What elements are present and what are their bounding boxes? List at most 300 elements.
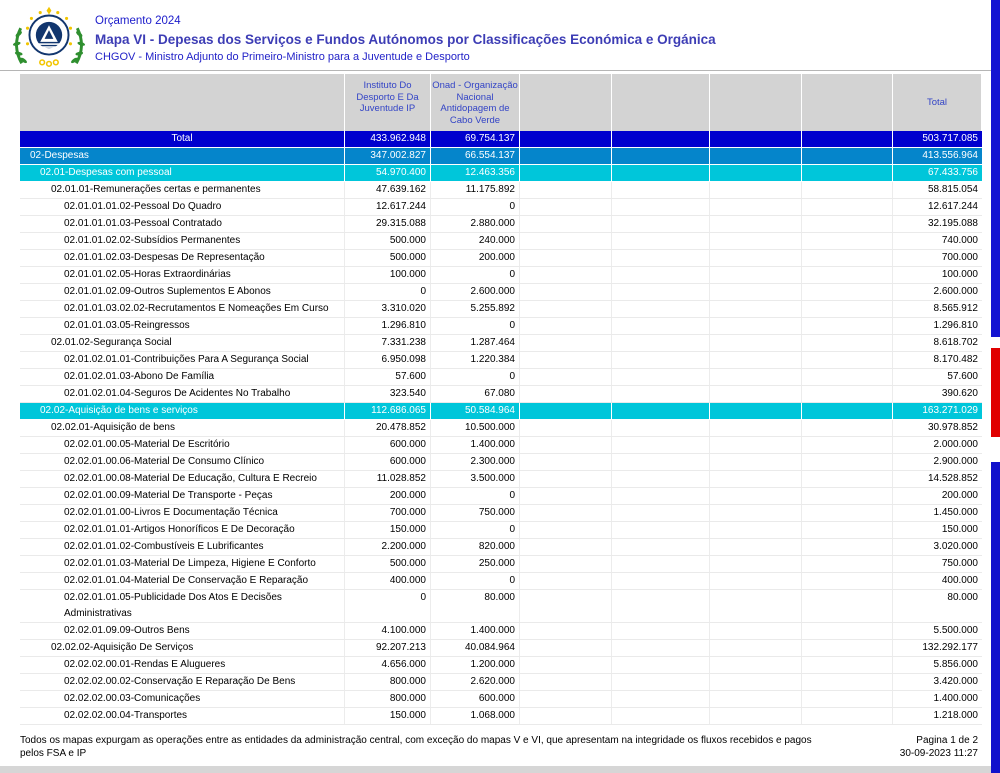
row-value: 1.220.384: [431, 352, 520, 368]
row-value: [802, 454, 893, 470]
row-value: [710, 199, 802, 215]
row-value: [520, 505, 612, 521]
row-value: [520, 691, 612, 707]
edge-bar-blue-bottom: [991, 462, 1000, 773]
table-row: [20, 420, 982, 437]
row-value: [520, 522, 612, 538]
table-row: [20, 556, 982, 573]
row-value: [802, 573, 893, 589]
row-value: [520, 165, 612, 181]
row-value: [802, 216, 893, 232]
row-value: 500.000: [345, 250, 431, 266]
row-value: 2.600.000: [431, 284, 520, 300]
row-value: [802, 505, 893, 521]
row-label: 02.02.02.00.01-Rendas E Alugueres: [20, 657, 345, 673]
row-value: 132.292.177: [922, 642, 978, 653]
row-value: [710, 708, 802, 724]
table-row: [20, 267, 982, 284]
row-value: [612, 590, 710, 622]
table-row: [20, 233, 982, 250]
footer-note: Todos os mapas expurgam as operações entre as entidades da administração central, com exceção do mapas V e VI, que apresentam na integridade os fluxos recebidos e pagos pelos FSA e IP: [20, 735, 812, 759]
row-label: 02.02.02.00.02-Conservação E Reparação De Bens: [20, 674, 345, 690]
table-row: [20, 590, 982, 623]
row-value: [520, 454, 612, 470]
row-value: 80.000: [947, 592, 978, 603]
footer-page-info: [900, 735, 978, 760]
table-row: [20, 165, 982, 182]
row-value: [802, 148, 893, 164]
row-value: [612, 657, 710, 673]
table-row: [20, 539, 982, 556]
row-value: [520, 488, 612, 504]
row-value: [802, 386, 893, 402]
row-value: [520, 199, 612, 215]
table-header-row: [20, 74, 982, 131]
edge-bar-red: [991, 348, 1000, 437]
row-value: 600.000: [431, 691, 520, 707]
row-value: 800.000: [345, 674, 431, 690]
row-value: [520, 573, 612, 589]
row-value: [710, 590, 802, 622]
row-value: [612, 454, 710, 470]
row-label: 02.01.02-Segurança Social: [20, 335, 345, 351]
row-value: [710, 623, 802, 639]
row-value: [520, 148, 612, 164]
row-label: 02.01.01.02.09-Outros Suplementos E Abonos: [20, 284, 345, 300]
row-value: [520, 284, 612, 300]
row-label: 02.01.01.01.02-Pessoal Do Quadro: [20, 199, 345, 215]
row-label: 02.02.01.01.01-Artigos Honoríficos E De Decoração: [20, 522, 345, 538]
row-value: [802, 708, 893, 724]
row-value: 2.600.000: [933, 286, 978, 297]
row-value: [612, 335, 710, 351]
row-value: [520, 216, 612, 232]
row-value: [612, 403, 710, 419]
table-row: [20, 318, 982, 335]
table-row: [20, 199, 982, 216]
row-value: [802, 165, 893, 181]
row-value: [612, 556, 710, 572]
row-value: [802, 182, 893, 198]
row-value: [710, 437, 802, 453]
row-value: 750.000: [431, 505, 520, 521]
row-value: [612, 386, 710, 402]
table-row: [20, 386, 982, 403]
table-row: [20, 284, 982, 301]
row-value: 0: [431, 369, 520, 385]
row-value: [802, 267, 893, 283]
row-value: 3.310.020: [345, 301, 431, 317]
row-label: 02.02.01.01.02-Combustíveis E Lubrificantes: [20, 539, 345, 555]
row-value: 12.463.356: [431, 165, 520, 181]
row-value: 413.556.964: [922, 150, 978, 161]
row-label: 02.01.01.01.03-Pessoal Contratado: [20, 216, 345, 232]
row-value: [802, 640, 893, 656]
row-label: 02.01.01.03.05-Reingressos: [20, 318, 345, 334]
row-label: 02.02.01.01.00-Livros E Documentação Técnica: [20, 505, 345, 521]
row-value: 2.300.000: [431, 454, 520, 470]
table-row: [20, 623, 982, 640]
row-value: [710, 556, 802, 572]
table-row: [20, 674, 982, 691]
row-label: Total: [20, 131, 345, 147]
row-value: 500.000: [345, 233, 431, 249]
row-value: [710, 267, 802, 283]
budget-table: [20, 74, 982, 725]
row-value: [520, 250, 612, 266]
row-label: 02.02.01-Aquisição de bens: [20, 420, 345, 436]
row-value: [710, 505, 802, 521]
row-value: [710, 335, 802, 351]
row-value: 1.400.000: [933, 693, 978, 704]
row-value: 11.028.852: [345, 471, 431, 487]
row-label: 02.02.02.00.04-Transportes: [20, 708, 345, 724]
row-value: [802, 674, 893, 690]
row-value: [802, 233, 893, 249]
row-value: [612, 505, 710, 521]
row-value: [802, 556, 893, 572]
row-value: [802, 199, 893, 215]
row-value: [802, 590, 893, 622]
row-value: 800.000: [345, 691, 431, 707]
row-value: 100.000: [345, 267, 431, 283]
row-value: 11.175.892: [431, 182, 520, 198]
row-value: 1.200.000: [431, 657, 520, 673]
row-value: [802, 318, 893, 334]
table-row: [20, 148, 982, 165]
row-value: [710, 318, 802, 334]
row-value: [612, 691, 710, 707]
row-value: 0: [431, 318, 520, 334]
row-value: [612, 437, 710, 453]
column-header: Onad - Organização Nacional Antidopagem de Cabo Verde: [431, 74, 520, 131]
row-value: 0: [431, 573, 520, 589]
page-edge-strip: [0, 766, 1000, 773]
row-value: [612, 420, 710, 436]
row-value: [802, 539, 893, 555]
row-value: 57.600: [345, 369, 431, 385]
row-value: [710, 539, 802, 555]
row-value: 1.068.000: [431, 708, 520, 724]
column-header-empty: [710, 74, 802, 131]
row-label: 02.02.01.01.05-Publicidade Dos Atos E Decisões Administrativas: [20, 590, 345, 622]
row-value: 1.218.000: [933, 710, 978, 721]
row-value: [710, 420, 802, 436]
row-value: [802, 250, 893, 266]
row-value: [612, 148, 710, 164]
table-row: [20, 352, 982, 369]
row-value: 54.970.400: [345, 165, 431, 181]
row-value: 503.717.085: [922, 133, 978, 144]
row-value: [802, 420, 893, 436]
column-header-empty: [20, 74, 345, 131]
row-value: [612, 573, 710, 589]
row-value: 200.000: [345, 488, 431, 504]
row-value: 2.880.000: [431, 216, 520, 232]
column-header-empty: [802, 74, 893, 131]
row-value: 1.296.810: [345, 318, 431, 334]
row-value: 400.000: [345, 573, 431, 589]
row-value: 47.639.162: [345, 182, 431, 198]
column-header: Total: [893, 74, 982, 131]
row-value: 0: [345, 284, 431, 300]
row-value: 69.754.137: [431, 131, 520, 147]
row-value: [710, 522, 802, 538]
row-value: [710, 640, 802, 656]
row-value: [520, 556, 612, 572]
row-value: 57.600: [947, 371, 978, 382]
row-value: [612, 284, 710, 300]
row-label: 02.01.01.02.03-Despesas De Representação: [20, 250, 345, 266]
row-value: 12.617.244: [345, 199, 431, 215]
row-label: 02.02.02-Aquisição De Serviços: [20, 640, 345, 656]
budget-year-title: Orçamento 2024: [95, 15, 181, 27]
row-value: [520, 386, 612, 402]
row-value: [520, 335, 612, 351]
row-value: 200.000: [941, 490, 978, 501]
row-value: [710, 182, 802, 198]
row-value: [520, 640, 612, 656]
row-value: 4.656.000: [345, 657, 431, 673]
row-value: [612, 539, 710, 555]
row-label: 02.02.01.09.09-Outros Bens: [20, 623, 345, 639]
row-value: [710, 250, 802, 266]
print-timestamp: 30-09-2023 11:27: [899, 747, 978, 759]
row-value: 50.584.964: [431, 403, 520, 419]
table-row: [20, 216, 982, 233]
column-header: Instituto Do Desporto E Da Juventude IP: [345, 74, 431, 131]
row-value: 92.207.213: [345, 640, 431, 656]
row-value: [710, 691, 802, 707]
table-row: [20, 522, 982, 539]
row-value: [612, 165, 710, 181]
row-value: [802, 352, 893, 368]
row-value: 390.620: [941, 388, 978, 399]
table-row: [20, 505, 982, 522]
row-label: 02.01.01-Remunerações certas e permanentes: [20, 182, 345, 198]
row-label: 02.01.02.01.04-Seguros De Acidentes No Trabalho: [20, 386, 345, 402]
table-row: [20, 250, 982, 267]
cabo-verde-emblem-logo: [8, 4, 90, 68]
row-value: 700.000: [345, 505, 431, 521]
row-value: 5.255.892: [431, 301, 520, 317]
table-row: [20, 403, 982, 420]
row-value: 8.565.912: [933, 303, 978, 314]
row-value: 0: [431, 267, 520, 283]
row-value: 1.400.000: [431, 437, 520, 453]
row-value: [710, 488, 802, 504]
row-value: 32.195.088: [927, 218, 978, 229]
row-label: 02.01.01.02.05-Horas Extraordinárias: [20, 267, 345, 283]
row-value: [802, 284, 893, 300]
row-value: [802, 403, 893, 419]
row-value: [612, 233, 710, 249]
row-label: 02.02.01.00.08-Material De Educação, Cultura E Recreio: [20, 471, 345, 487]
row-value: [520, 674, 612, 690]
row-value: [710, 284, 802, 300]
table-row: [20, 691, 982, 708]
row-value: 58.815.054: [927, 184, 978, 195]
table-row: [20, 488, 982, 505]
row-value: [520, 623, 612, 639]
row-value: [612, 131, 710, 147]
row-value: 100.000: [941, 269, 978, 280]
row-value: 163.271.029: [922, 405, 978, 416]
row-value: 4.100.000: [345, 623, 431, 639]
row-value: 1.296.810: [933, 320, 978, 331]
row-value: [612, 301, 710, 317]
table-row: [20, 437, 982, 454]
row-value: 20.478.852: [345, 420, 431, 436]
row-label: 02-Despesas: [20, 148, 345, 164]
row-value: [802, 488, 893, 504]
row-value: 820.000: [431, 539, 520, 555]
row-value: 240.000: [431, 233, 520, 249]
table-row: [20, 573, 982, 590]
row-value: [710, 471, 802, 487]
row-value: 0: [345, 590, 431, 622]
row-value: [710, 573, 802, 589]
row-label: 02.01.02.01.03-Abono De Família: [20, 369, 345, 385]
row-label: 02.02.02.00.03-Comunicações: [20, 691, 345, 707]
row-value: [520, 318, 612, 334]
row-value: 0: [431, 488, 520, 504]
row-value: 40.084.964: [431, 640, 520, 656]
row-value: 2.900.000: [933, 456, 978, 467]
row-value: 433.962.948: [345, 131, 431, 147]
row-value: [710, 233, 802, 249]
row-value: [520, 539, 612, 555]
row-value: [802, 131, 893, 147]
row-value: [612, 471, 710, 487]
row-value: 8.618.702: [933, 337, 978, 348]
row-value: 30.978.852: [927, 422, 978, 433]
row-value: 1.287.464: [431, 335, 520, 351]
row-value: 67.433.756: [927, 167, 978, 178]
report-subtitle: CHGOV - Ministro Adjunto do Primeiro-Ministro para a Juventude e Desporto: [95, 51, 470, 63]
header-divider: [0, 70, 1000, 71]
row-value: [520, 590, 612, 622]
row-value: [710, 369, 802, 385]
row-value: 112.686.065: [345, 403, 431, 419]
row-value: 150.000: [941, 524, 978, 535]
row-value: [520, 369, 612, 385]
page-number: Pagina 1 de 2: [916, 735, 978, 746]
row-value: [612, 488, 710, 504]
row-value: [520, 708, 612, 724]
table-body: [20, 131, 982, 725]
row-value: 10.500.000: [431, 420, 520, 436]
row-value: 2.200.000: [345, 539, 431, 555]
row-value: 600.000: [345, 437, 431, 453]
row-value: 12.617.244: [927, 201, 978, 212]
row-value: 323.540: [345, 386, 431, 402]
row-value: 29.315.088: [345, 216, 431, 232]
row-label: 02.02-Aquisição de bens e serviços: [20, 403, 345, 419]
row-label: 02.01.01.02.02-Subsídios Permanentes: [20, 233, 345, 249]
row-label: 02.01.02.01.01-Contribuições Para A Segurança Social: [20, 352, 345, 368]
row-value: [520, 657, 612, 673]
row-value: 3.420.000: [933, 676, 978, 687]
row-label: 02.01-Despesas com pessoal: [20, 165, 345, 181]
row-value: [520, 471, 612, 487]
row-value: [612, 674, 710, 690]
row-value: [802, 335, 893, 351]
table-row: [20, 708, 982, 725]
row-value: 0: [431, 199, 520, 215]
row-value: 700.000: [941, 252, 978, 263]
row-value: [612, 640, 710, 656]
row-value: 1.450.000: [933, 507, 978, 518]
report-title: Mapa VI - Depesas dos Serviços e Fundos Autónomos por Classificações Económica e Orgánica: [95, 32, 716, 47]
row-value: 3.020.000: [933, 541, 978, 552]
row-value: 2.000.000: [933, 439, 978, 450]
row-value: [710, 216, 802, 232]
row-label: 02.01.01.03.02.02-Recrutamentos E Nomeações Em Curso: [20, 301, 345, 317]
row-value: [520, 267, 612, 283]
table-row: [20, 335, 982, 352]
row-value: [802, 522, 893, 538]
row-value: [802, 691, 893, 707]
row-value: 150.000: [345, 522, 431, 538]
row-label: 02.02.01.01.04-Material De Conservação E Reparação: [20, 573, 345, 589]
column-header-empty: [612, 74, 710, 131]
row-value: [802, 301, 893, 317]
row-value: [520, 352, 612, 368]
row-value: [520, 233, 612, 249]
row-value: [802, 471, 893, 487]
row-value: 80.000: [431, 590, 520, 622]
row-value: 2.620.000: [431, 674, 520, 690]
row-value: [612, 199, 710, 215]
row-value: [612, 318, 710, 334]
edge-bar-blue-top: [991, 0, 1000, 337]
row-value: [612, 708, 710, 724]
row-value: 8.170.482: [933, 354, 978, 365]
table-row: [20, 471, 982, 488]
row-value: [520, 301, 612, 317]
table-row: [20, 657, 982, 674]
row-value: [520, 437, 612, 453]
row-value: [710, 386, 802, 402]
row-value: [520, 182, 612, 198]
row-value: [520, 420, 612, 436]
row-value: 400.000: [941, 575, 978, 586]
row-value: [710, 403, 802, 419]
row-value: 347.002.827: [345, 148, 431, 164]
table-row: [20, 182, 982, 199]
row-value: [710, 131, 802, 147]
row-value: [710, 657, 802, 673]
row-value: 200.000: [431, 250, 520, 266]
row-value: 500.000: [345, 556, 431, 572]
column-header-empty: [520, 74, 612, 131]
table-row: [20, 301, 982, 318]
row-value: 740.000: [941, 235, 978, 246]
row-value: 6.950.098: [345, 352, 431, 368]
row-value: [612, 623, 710, 639]
row-value: [710, 674, 802, 690]
row-value: 150.000: [345, 708, 431, 724]
row-value: [612, 216, 710, 232]
row-label: 02.02.01.01.03-Material De Limpeza, Higiene E Conforto: [20, 556, 345, 572]
row-value: 66.554.137: [431, 148, 520, 164]
row-value: [710, 352, 802, 368]
table-row: [20, 131, 982, 148]
row-value: [612, 522, 710, 538]
row-value: [802, 657, 893, 673]
table-row: [20, 640, 982, 657]
